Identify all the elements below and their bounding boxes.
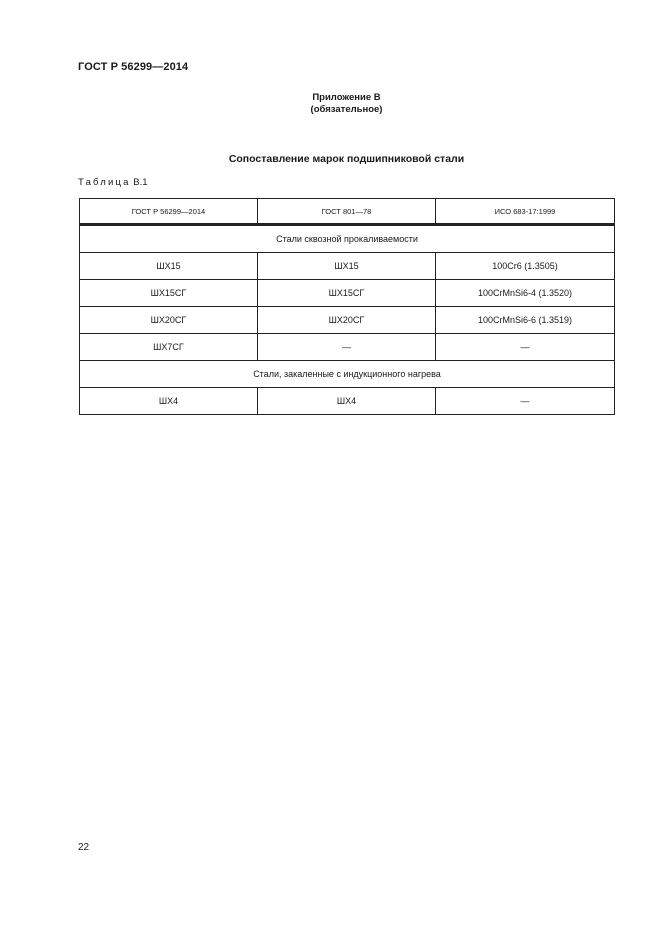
table-cell: —	[436, 334, 615, 361]
table-cell: 100CrMnSi6-6 (1.3519)	[436, 307, 615, 334]
comparison-table	[79, 198, 615, 415]
table-title: Сопоставление марок подшипниковой стали	[228, 153, 465, 165]
table-cell: —	[436, 388, 615, 415]
table-caption-word: Таблица	[78, 177, 131, 188]
table-cell: ШХ15СГ	[80, 280, 258, 307]
appendix-title: Приложение В	[312, 92, 381, 103]
table-cell: ШХ4	[258, 388, 436, 415]
table-cell: 100CrMnSi6-4 (1.3520)	[436, 280, 615, 307]
column-header: ГОСТ 801—78	[258, 199, 436, 225]
column-header: ГОСТ Р 56299—2014	[80, 199, 258, 225]
table-header-row	[80, 199, 615, 225]
column-header: ИСО 683-17:1999	[436, 199, 615, 225]
section-row	[80, 361, 615, 388]
table-row	[80, 307, 615, 334]
page-number: 22	[78, 842, 90, 853]
table-cell: ШХ4	[80, 388, 258, 415]
document-code: ГОСТ Р 56299—2014	[78, 61, 189, 73]
table-row	[80, 253, 615, 280]
section-label: Стали, закаленные с индукционного нагрева	[80, 361, 615, 388]
table-cell: ШХ15	[258, 253, 436, 280]
table-cell: ШХ15	[80, 253, 258, 280]
table-cell: 100Cr6 (1.3505)	[436, 253, 615, 280]
section-label: Стали сквозной прокаливаемости	[80, 226, 615, 253]
table-cell: ШХ20СГ	[80, 307, 258, 334]
table-cell: —	[258, 334, 436, 361]
table-row	[80, 388, 615, 415]
table-row	[80, 280, 615, 307]
appendix-heading	[0, 92, 661, 116]
table-cell: ШХ15СГ	[258, 280, 436, 307]
section-row	[80, 226, 615, 253]
table-caption-number: В.1	[133, 177, 148, 188]
table-cell: ШХ7СГ	[80, 334, 258, 361]
appendix-status: (обязательное)	[310, 104, 383, 115]
table-caption	[78, 177, 148, 188]
table-row	[80, 334, 615, 361]
table-cell: ШХ20СГ	[258, 307, 436, 334]
